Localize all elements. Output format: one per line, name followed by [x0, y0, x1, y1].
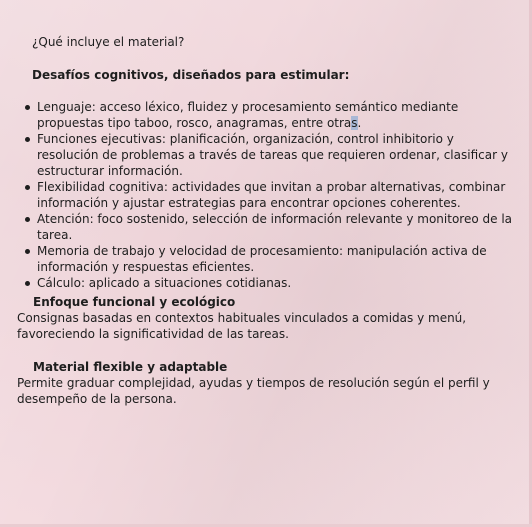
bullet-memoria-de-trabajo — [37, 243, 517, 275]
intro-question: ¿Qué incluye el material? — [32, 35, 185, 49]
bullet-text: Memoria de trabajo y velocidad de procesamiento: manipulación activa de información y respuestas eficientes. — [37, 244, 487, 274]
bullet-dot-icon — [25, 137, 30, 142]
functional-body: Consignas basadas en contextos habituales vinculados a comidas y menú, favoreciendo la significatividad de las tareas. — [17, 311, 467, 341]
bullet-dot-icon — [25, 185, 30, 190]
flexible-section — [17, 359, 517, 407]
flexible-heading: Material flexible y adaptable — [33, 360, 228, 374]
bullet-atencion — [37, 211, 517, 243]
cognitive-bullet-list — [37, 99, 517, 291]
bullet-text: Cálculo: aplicado a situaciones cotidianas. — [37, 276, 292, 290]
bullet-text: Funciones ejecutivas: planificación, organización, control inhibitorio y resolución de problemas a través de tareas que requieren ordenar, clasificar y estructurar información. — [37, 132, 508, 178]
text-selection-highlight[interactable]: s — [351, 116, 358, 130]
bullet-text: Flexibilidad cognitiva: actividades que invitan a probar alternativas, combinar información y ajustar estrategias para encontrar opciones coherentes. — [37, 180, 506, 210]
bullet-flexibilidad-cognitiva — [37, 179, 517, 211]
bullet-dot-icon — [25, 217, 30, 222]
bullet-text-before-selection: Lenguaje: acceso léxico, fluidez y procesamiento semántico mediante propuestas tipo taboo, rosco, anagramas, entre otra — [37, 100, 459, 130]
functional-section — [17, 294, 517, 342]
bullet-dot-icon — [25, 281, 30, 286]
bullet-text-after-selection: . — [357, 116, 362, 130]
bullet-lenguaje — [37, 99, 517, 131]
bullet-calculo — [37, 275, 517, 291]
functional-heading: Enfoque funcional y ecológico — [33, 295, 236, 309]
bullet-dot-icon — [25, 249, 30, 254]
cognitive-challenges-heading: Desafíos cognitivos, diseñados para estimular: — [32, 68, 350, 82]
bullet-dot-icon — [25, 105, 30, 110]
bullet-funciones-ejecutivas — [37, 131, 517, 179]
flexible-body: Permite graduar complejidad, ayudas y tiempos de resolución según el perfil y desempeño de la persona. — [17, 376, 490, 406]
bullet-text: Atención: foco sostenido, selección de información relevante y monitoreo de la tarea. — [37, 212, 513, 242]
